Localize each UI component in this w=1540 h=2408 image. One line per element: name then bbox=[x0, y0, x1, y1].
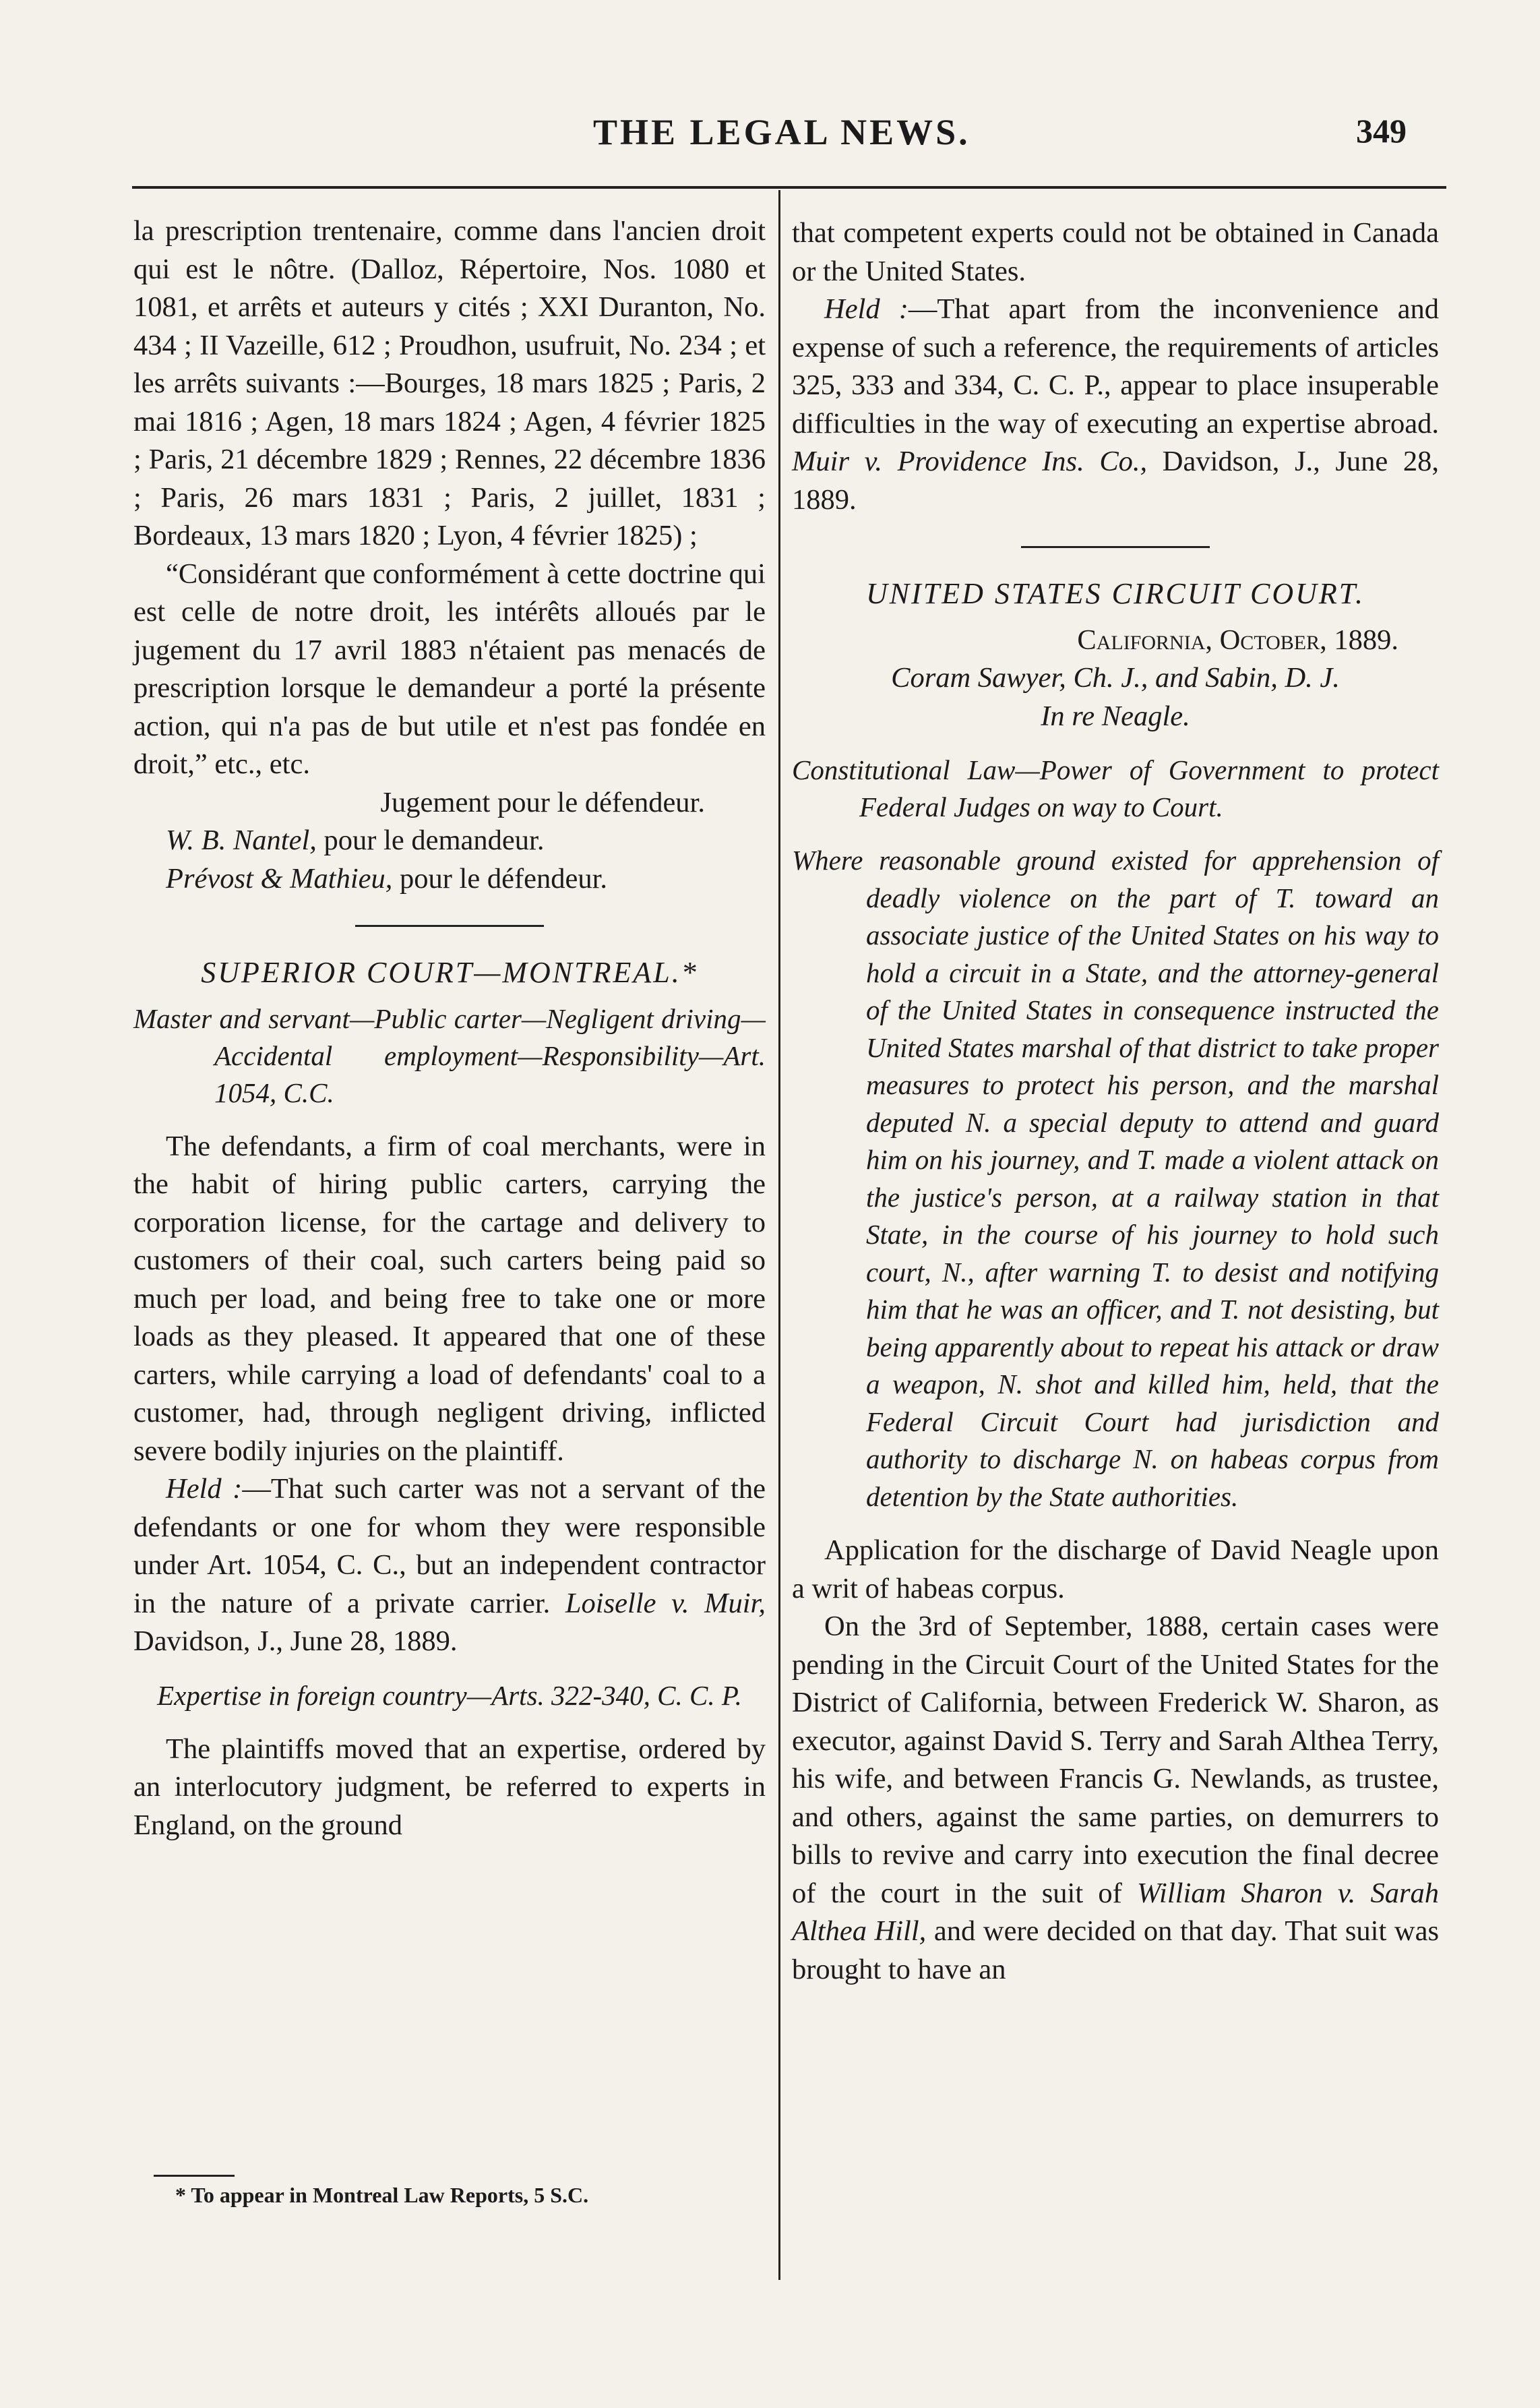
syllabus-neagle: Where reasonable ground existed for apprehension of deadly violence on the part of T. toward an associate justice of the United States on his way to hold a circuit in a State, and the attorney-general of the United States in consequence instructed the United States marshal of that district to take proper measures to protect his person, and the marshal deputed N. a special deputy to attend and guard him on his journey, and T. made a violent attack on the justice's person, at a railway station in that State, in the course of his journey to hold such court, N., after warning T. to desist and notifying him that he was an officer, and T. not desisting, but being apparently about to repeat his attack or draw a weapon, N. shot and killed him, held, that the Federal Circuit Court had jurisdiction and authority to discharge N. on habeas corpus from detention by the State authorities. bbox=[792, 845, 1439, 1512]
case-citation: William Sharon v. Sarah Althea Hill, bbox=[792, 1877, 1439, 1947]
court-heading-superior: SUPERIOR COURT—MONTREAL.* bbox=[201, 956, 698, 989]
section-divider bbox=[1021, 546, 1210, 548]
header-rule bbox=[132, 186, 1446, 189]
spacer bbox=[792, 735, 1439, 752]
headnote-master-servant: Master and servant—Public carter—Negligent driving—Accidental employment—Responsibility—Art. 1054, C.C. bbox=[133, 1002, 766, 1108]
paragraph-application: Application for the discharge of David Neagle upon a writ of habeas corpus. bbox=[792, 1534, 1439, 1604]
spacer bbox=[792, 1515, 1439, 1532]
column-rule bbox=[778, 190, 780, 2280]
spacer bbox=[133, 1714, 766, 1730]
coram-line: Coram Sawyer, Ch. J., and Sabin, D. J. bbox=[891, 662, 1340, 694]
section-divider bbox=[355, 925, 544, 927]
held-end: Davidson, J., June 28, 1889. bbox=[133, 1625, 458, 1657]
paragraph-defendants: The defendants, a firm of coal merchants, were in the habit of hiring public carters, carrying the corporation license, for the cartage and delivery to customers of their coal, such carters being paid so much per load, and being free to take one or more loads as they pleased. It appeared that one of these carters, while carrying a load of defendants' coal to a customer, had, through negligent driving, inflicted severe bodily injuries on the plaintiff. bbox=[133, 1130, 766, 1467]
counsel-defendant-role: pour le défendeur. bbox=[392, 862, 608, 895]
place-date: California, October, 1889. bbox=[1077, 624, 1398, 656]
paragraph-september-a: On the 3rd of September, 1888, certain cases were pending in the Circuit Court of the United States for the District of California, between Frederick W. Sharon, as executor, against David S. Terry and Sarah Althea Terry, his wife, and between Francis G. Newlands, as trustee, and others, against the same parties, on demurrers to bills to revive and carry into execution the final decree of the court in the suit of bbox=[792, 1611, 1439, 1909]
left-column bbox=[133, 212, 766, 1844]
case-citation: Loiselle v. Muir, bbox=[565, 1587, 766, 1619]
held-label: Held : bbox=[166, 1473, 243, 1505]
counsel-defendant-name: Prévost & Mathieu, bbox=[166, 862, 393, 895]
spacer bbox=[792, 826, 1439, 842]
footnote: * To appear in Montreal Law Reports, 5 S.C. bbox=[175, 2183, 589, 2207]
judgment-line: Jugement pour le défendeur. bbox=[380, 786, 705, 818]
counsel-plaintiff-role: pour le demandeur. bbox=[316, 824, 545, 856]
held-label: Held : bbox=[824, 293, 908, 325]
running-title: THE LEGAL NEWS. bbox=[593, 112, 971, 152]
spacer bbox=[133, 1661, 766, 1677]
counsel-plaintiff-name: W. B. Nantel, bbox=[166, 824, 317, 856]
footnote-rule bbox=[154, 2175, 235, 2177]
paragraph-september bbox=[792, 1608, 1439, 1989]
counsel-plaintiff bbox=[133, 822, 766, 860]
held-end: Davidson, J., June 28, 1889. bbox=[792, 446, 1439, 516]
right-column bbox=[792, 214, 1439, 1989]
paragraph-plaintiffs-moved: The plaintiffs moved that an expertise, ordered by an interlocutory judgment, be referred to experts in England, on the ground bbox=[133, 1733, 766, 1841]
held-muir bbox=[792, 291, 1439, 519]
paragraph-considerant: “Considérant que conformément à cette doctrine qui est celle de notre droit, les intérêts alloués par le jugement du 17 avril 1883 n'étaient pas menacés de prescription lorsque le demandeur a porté la présente action, qui n'a pas de but utile et n'est pas fondée en droit,” etc., etc. bbox=[133, 558, 766, 780]
court-heading-circuit: UNITED STATES CIRCUIT COURT. bbox=[865, 577, 1365, 610]
case-title: In re Neagle. bbox=[1041, 700, 1190, 732]
headnote-constitutional: Constitutional Law—Power of Government to protect Federal Judges on way to Court. bbox=[792, 754, 1439, 822]
held-text: —That such carter was not a servant of the defendants or one for whom they were responsible under Art. 1054, C. C., but an independent contractor in the nature of a private carrier. bbox=[133, 1473, 766, 1619]
held-loiselle bbox=[133, 1470, 766, 1661]
held-text: —That apart from the inconvenience and expense of such a reference, the requirements of articles 325, 333 and 334, C. C. P., appear to place insuperable difficulties in the way of executing an expertise abroad. bbox=[792, 293, 1439, 440]
case-citation: Muir v. Providence Ins. Co., bbox=[792, 446, 1148, 477]
paragraph-september-b: and were decided on that day. That suit was brought to have an bbox=[792, 1915, 1439, 1985]
page-number: 349 bbox=[1356, 112, 1407, 150]
paragraph-prescription: la prescription trentenaire, comme dans l'ancien droit qui est le nôtre. (Dalloz, Répertoire, Nos. 1080 et 1081, et arrêts et auteurs y cités ; XXI Duranton, No. 434 ; II Vazeille, 612 ; Proudhon, usufruit, No. 234 ; et les arrêts suivants :—Bourges, 18 mars 1825 ; Paris, 2 mai 1816 ; Agen, 18 mars 1824 ; Agen, 4 février 1825 ; Paris, 21 décembre 1829 ; Rennes, 22 décembre 1836 ; Paris, 26 mars 1831 ; Paris, 2 juillet, 1831 ; Bordeaux, 13 mars 1820 ; Lyon, 4 février 1825) ; bbox=[133, 215, 766, 551]
page-header bbox=[0, 111, 1540, 165]
paragraph-competent-experts: that competent experts could not be obtained in Canada or the United States. bbox=[792, 217, 1439, 287]
counsel-defendant bbox=[133, 860, 766, 899]
headnote-expertise: Expertise in foreign country—Arts. 322-340, C. C. P. bbox=[157, 1679, 742, 1711]
spacer bbox=[133, 1112, 766, 1128]
